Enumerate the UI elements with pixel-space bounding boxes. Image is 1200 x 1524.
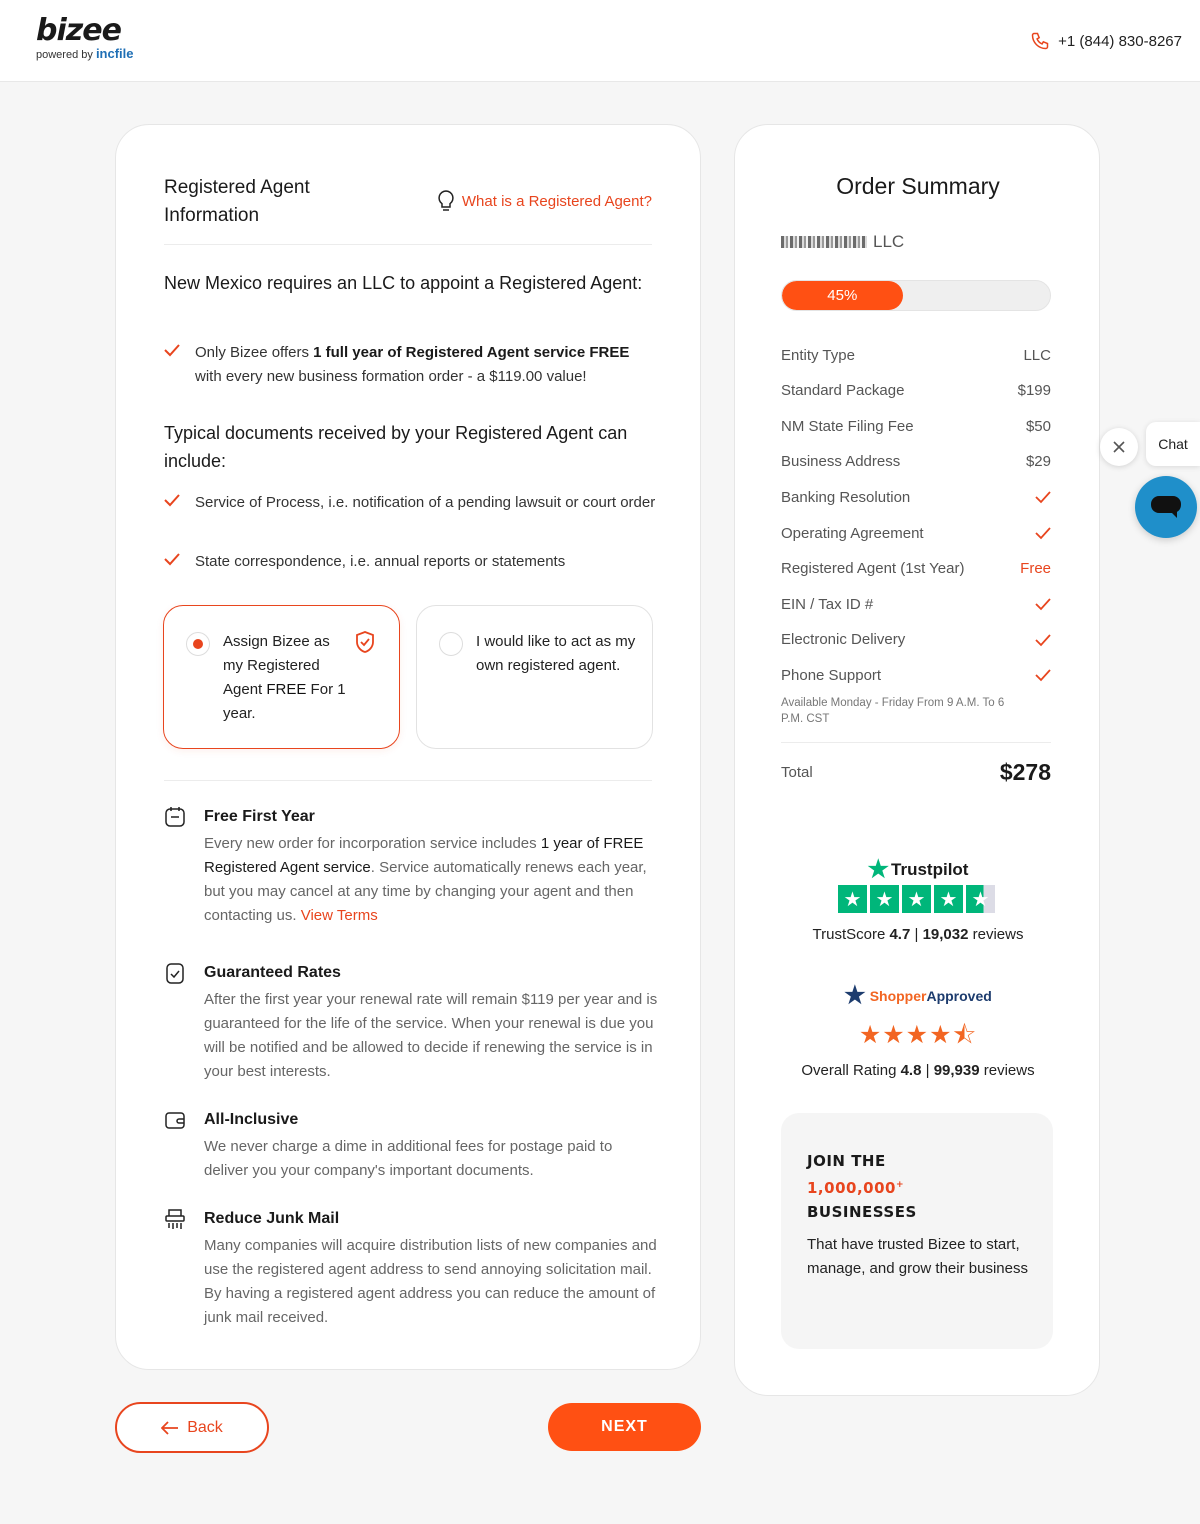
shopper-star-icon: ★ (844, 982, 866, 1009)
summary-row-value: $199 (1017, 382, 1051, 400)
summary-row-label: EIN / Tax ID # (781, 595, 874, 613)
summary-row-value: $50 (1025, 417, 1051, 435)
shield-check-icon (354, 630, 376, 654)
logo-powered-by: powered by incfile (36, 46, 134, 61)
trustpilot-star-icon: ★ (867, 856, 890, 883)
shredder-icon (164, 1208, 186, 1230)
summary-row (781, 557, 1051, 581)
summary-row (781, 663, 1051, 687)
summary-row-label: Phone Support (781, 666, 882, 684)
feature-description: Every new order for incorporation service includes 1 year of FREE Registered Agent service. Service automatically renews each year, but you may cancel at any time by changing your agent and then contacting us. View Terms (204, 835, 647, 924)
join-businesses-box (781, 1113, 1053, 1349)
lightbulb-icon (436, 189, 456, 213)
star-icon: ★ (934, 885, 963, 913)
summary-row (781, 343, 1051, 367)
check-icon (1035, 597, 1051, 611)
summary-row-value: Free (1020, 560, 1051, 578)
summary-row-value: LLC (1023, 346, 1051, 364)
bizee-logo[interactable] (36, 14, 134, 61)
option-assign-bizee[interactable] (163, 605, 400, 749)
calendar-icon (164, 806, 186, 828)
requirement-heading: New Mexico requires an LLC to appoint a Registered Agent: (164, 273, 643, 293)
summary-row (781, 521, 1051, 545)
summary-row-label: Banking Resolution (781, 488, 911, 506)
wallet-icon (164, 1109, 186, 1131)
registered-agent-card: Registered Agent Information What is a Registered Agent? New Mexico requires an LLC to appoint a Registered Agent: Only Bizee offers 1 full year of Registered Agent service FREE with every new business formation order - a $119.00 value! Typical documents received by your Registered Agent can include: Service of Process, i.e. notification of a pending lawsuit or court order State correspondence, i.e. annual reports or statements Assign Bizee as my Registered Agent FREE For 1 year. I would like to act as my own registered agent. Free First Year Every new order for incorporation service includes 1 year of FREE Registered Agent service. Service automatically renews each year, but you may cancel at any time by changing your agent and then contacting us. View Terms Guaranteed Rates After the first year your renewal rate will remain $119 per year and is guaranteed for the life of the service. When your renewal is due you will be notified and be allowed to decide if renewing the service is in your best interests. All-Inclusive We never charge a dime in additional fees for postage paid to deliver you your company's important documents. Reduce Junk Mail Many companies will acquire distribution lists of new companies and use the registered agent address to send annoying solicitation mail. By having a registered agent address you can reduce the amount of junk mail received. (115, 124, 701, 1370)
total-row (781, 759, 1051, 786)
check-icon (164, 552, 180, 566)
back-button[interactable]: Back (115, 1402, 269, 1453)
chat-label-button[interactable]: Chat (1146, 422, 1200, 466)
check-icon (164, 343, 180, 357)
chat-launcher-button[interactable] (1135, 476, 1197, 538)
divider (164, 244, 652, 245)
summary-row-label: Operating Agreement (781, 524, 924, 542)
documents-heading: Typical documents received by your Registered Agent can include: (164, 423, 628, 471)
summary-row-label: Business Address (781, 453, 901, 471)
summary-row (781, 379, 1051, 403)
divider (781, 742, 1051, 743)
close-icon (1113, 441, 1125, 453)
summary-row-label: Electronic Delivery (781, 631, 906, 649)
total-value: $278 (999, 759, 1051, 785)
option-own-agent[interactable] (416, 605, 653, 749)
summary-row (781, 485, 1051, 509)
summary-row-label: Standard Package (781, 382, 905, 400)
offer-item: Only Bizee offers 1 full year of Registered Agent service FREE with every new business formation order - a $119.00 value! (164, 341, 659, 389)
check-icon (1035, 668, 1051, 682)
progress-fill: 45% (782, 281, 903, 310)
option-label: Assign Bizee as my Registered Agent FREE For 1 year. (223, 633, 346, 722)
radio-unselected[interactable] (439, 632, 463, 656)
shopper-approved-stars: ★★★★⯪ (858, 1021, 978, 1049)
trustscore: TrustScore 4.7 | 19,032 reviews (812, 926, 1024, 943)
document-item: State correspondence, i.e. annual reports or statements (164, 550, 659, 574)
total-label: Total (781, 764, 813, 781)
summary-row (781, 414, 1051, 438)
top-header (0, 0, 1200, 82)
summary-row-label: NM State Filing Fee (781, 417, 914, 435)
star-icon: ★ (902, 885, 931, 913)
order-summary-card (734, 124, 1100, 1396)
check-icon (164, 493, 180, 507)
summary-row (781, 592, 1051, 616)
trustpilot-stars (838, 885, 995, 913)
divider (164, 780, 652, 781)
star-icon: ★ (838, 885, 867, 913)
overall-rating: Overall Rating 4.8 | 99,939 reviews (801, 1062, 1035, 1079)
next-button[interactable]: NEXT (548, 1403, 701, 1451)
support-hours-note: Available Monday - Friday From 9 A.M. To 6 P.M. CST (781, 697, 1005, 725)
half-star-icon: ★ (966, 885, 995, 913)
redacted-company-name (781, 236, 867, 248)
option-label: I would like to act as my own registered agent. (476, 633, 636, 674)
radio-selected[interactable] (186, 632, 210, 656)
join-heading: JOIN THE 1,000,000+ BUSINESSES (807, 1152, 917, 1221)
what-is-registered-agent-link[interactable]: What is a Registered Agent? (436, 189, 652, 213)
trustpilot-logo: ★ Trustpilot (867, 856, 969, 883)
clipboard-check-icon (164, 962, 186, 984)
star-icon: ★ (870, 885, 899, 913)
summary-row (781, 450, 1051, 474)
progress-bar (781, 280, 1051, 311)
logo-wordmark: bizee (36, 13, 121, 48)
view-terms-link[interactable]: View Terms (300, 907, 378, 924)
order-summary-title: Order Summary (836, 173, 1000, 199)
summary-row-value: $29 (1025, 453, 1051, 471)
summary-row (781, 628, 1051, 652)
close-chat-button[interactable] (1100, 428, 1138, 466)
chat-bubble-icon (1149, 492, 1183, 522)
phone-link[interactable] (1030, 31, 1182, 51)
document-item: Service of Process, i.e. notification of a pending lawsuit or court order (164, 491, 659, 515)
company-name: LLC (781, 232, 904, 252)
summary-row-label: Entity Type (781, 346, 855, 364)
ra-title: Registered Agent Information (164, 177, 310, 226)
summary-row-label: Registered Agent (1st Year) (781, 560, 965, 578)
join-body: That have trusted Bizee to start, manage, and grow their business (807, 1236, 1028, 1277)
check-icon (1035, 633, 1051, 647)
check-icon (1035, 490, 1051, 504)
arrow-left-icon (161, 1421, 179, 1435)
shopper-approved-logo: ★ Shopper Approved (844, 982, 992, 1009)
phone-number: +1 (844) 830-8267 (1058, 32, 1182, 50)
check-icon (1035, 526, 1051, 540)
phone-icon (1030, 31, 1050, 51)
